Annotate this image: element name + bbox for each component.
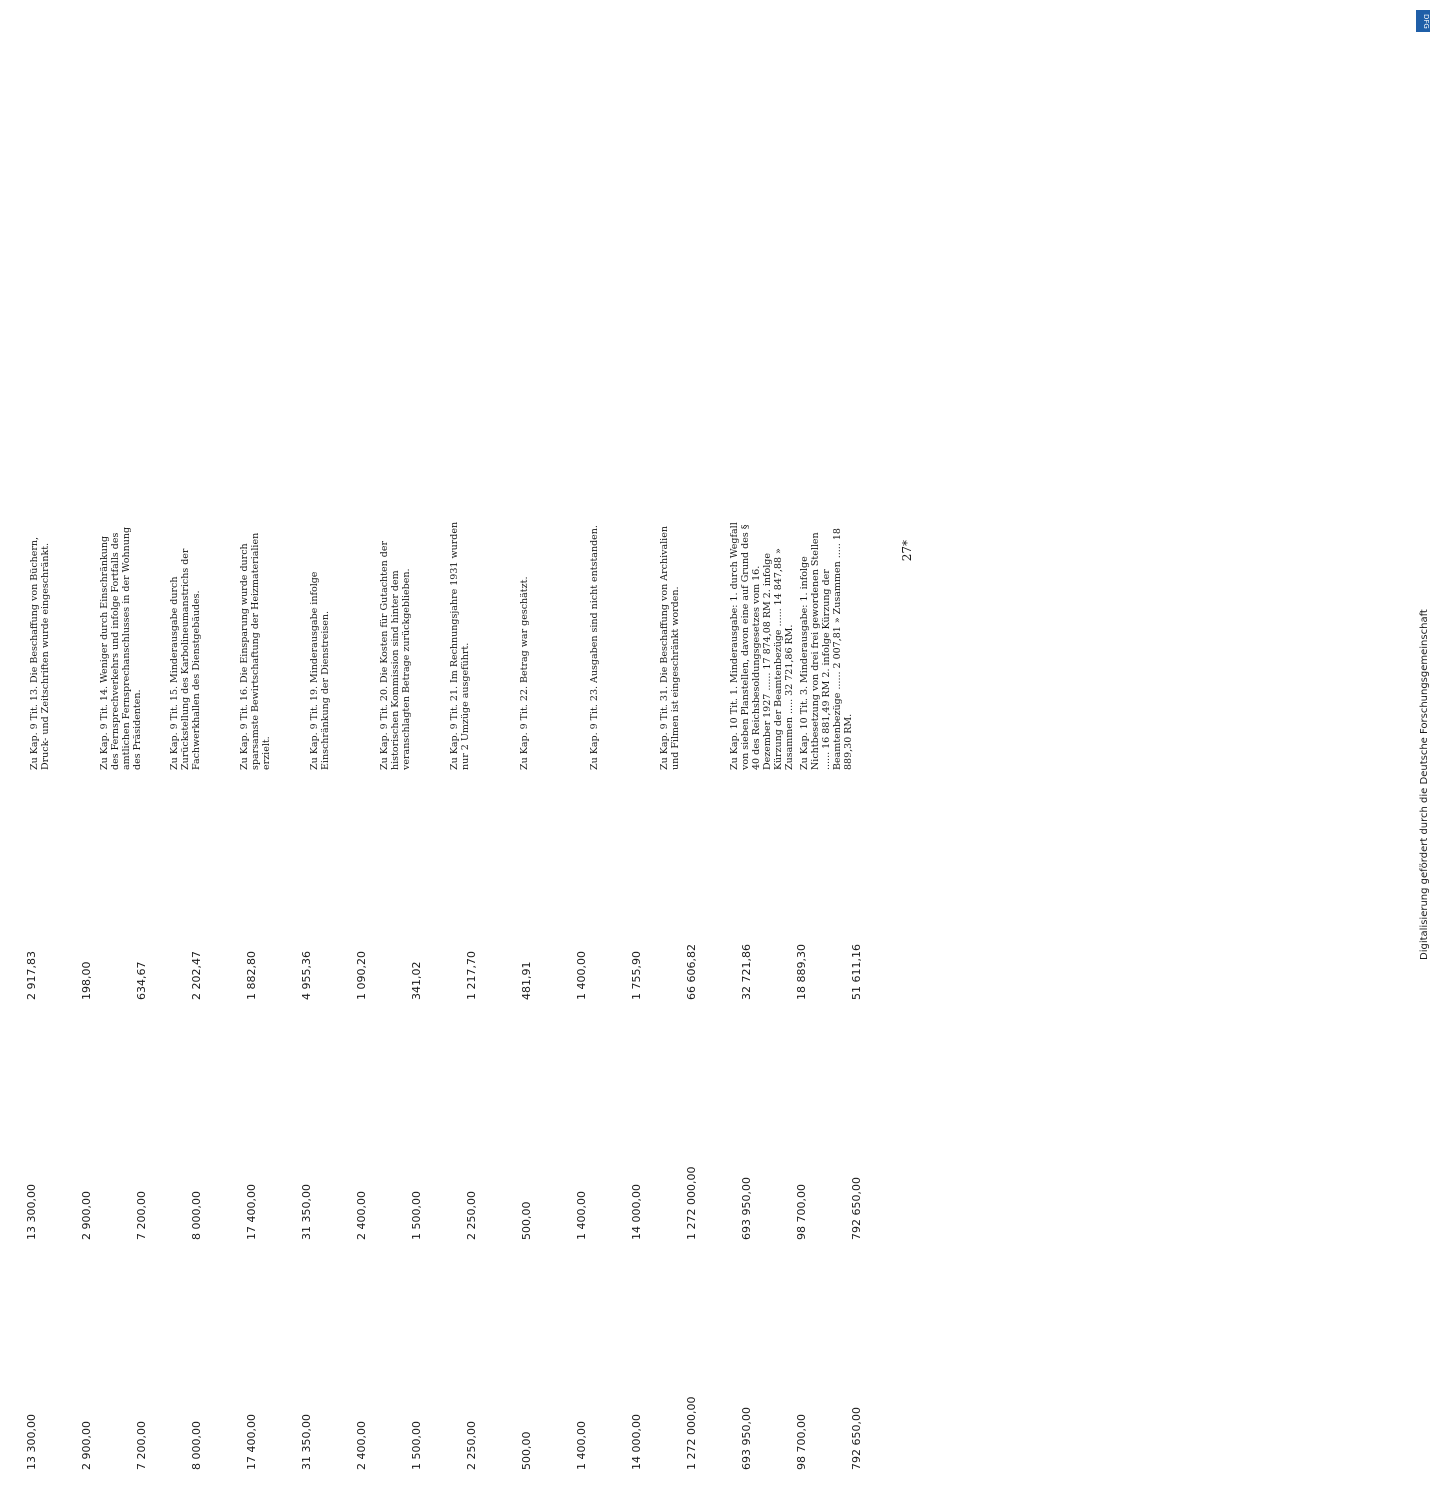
- cell-c7: 98 700,00: [795, 1414, 808, 1470]
- cell-c9: 98 700,00: [795, 1184, 808, 1240]
- cell-c9: 13 300,00: [25, 1184, 38, 1240]
- cell-c7: 8 000,00: [190, 1421, 203, 1470]
- cell-c7: 14 000,00: [630, 1414, 643, 1470]
- remark: Zu Kap. 9 Tit. 15. Minderausgabe durch Zurückstellung des Karbolineumanstrichs der Fachwerkhallen des Dienstgebäudes.: [169, 548, 202, 770]
- cell-c9: 500,00: [520, 1201, 533, 1240]
- cell-c9: 1 500,00: [410, 1191, 423, 1240]
- remark: Zu Kap. 9 Tit. 19. Minderausgabe infolge Einschränkung der Dienstreisen.: [309, 571, 331, 770]
- remark: Zu Kap. 9 Tit. 20. Die Kosten für Gutachten der historischen Kommission sind hinter dem veranschlagten Betrage zurückgeblieben.: [379, 540, 412, 770]
- cell-c11: 198,00: [80, 961, 93, 1000]
- remark: Zu Kap. 9 Tit. 22. Betrag war geschätzt.: [519, 576, 530, 770]
- cell-c11: 481,91: [520, 961, 533, 1000]
- cell-c9: 14 000,00: [630, 1184, 643, 1240]
- cell-c11: 1 400,00: [575, 951, 588, 1000]
- remark: Zu Kap. 9 Tit. 31. Die Beschaffung von Archivalien und Filmen ist eingeschränkt worden.: [659, 526, 681, 770]
- cell-c11: 4 955,36: [300, 951, 313, 1000]
- cell-c11: 18 889,30: [795, 944, 808, 1000]
- cell-c11: 1 090,20: [355, 951, 368, 1000]
- remark: Zu Kap. 9 Tit. 13. Die Beschaffung von Büchern, Druck- und Zeitschriften wurde eingeschränkt.: [29, 536, 51, 770]
- cell-c11: 2 917,83: [25, 951, 38, 1000]
- cell-c9: 2 250,00: [465, 1191, 478, 1240]
- cell-c7: 13 300,00: [25, 1414, 38, 1470]
- cell-c9: 1 400,00: [575, 1191, 588, 1240]
- cell-c9: 693 950,00: [740, 1177, 753, 1240]
- cell-c7: 17 400,00: [245, 1414, 258, 1470]
- side-note: Digitalisierung gefördert durch die Deutsche Forschungsgemeinschaft: [1419, 609, 1430, 960]
- cell-c7: 7 200,00: [135, 1421, 148, 1470]
- cell-c9: 1 272 000,00: [685, 1166, 698, 1240]
- cell-c7: 500,00: [520, 1431, 533, 1470]
- cell-c9: 2 900,00: [80, 1191, 93, 1240]
- cell-c11: 51 611,16: [850, 944, 863, 1000]
- cell-c7: 2 250,00: [465, 1421, 478, 1470]
- cell-c9: 31 350,00: [300, 1184, 313, 1240]
- cell-c9: 17 400,00: [245, 1184, 258, 1240]
- footer-page-number: 27*: [900, 540, 914, 562]
- remark: Zu Kap. 10 Tit. 1. Minderausgabe: 1. durch Wegfall von sieben Planstellen, davon eine auf Grund des § 40 des Reichsbesoldungsgesetzes vom 16. Dezember 1927 ...... 17 874,08 RM 2. infolge Kürzung der Beamtenbezüge ...... 14 847,88 » Zusammen ..... 32 721,86 RM.: [729, 522, 795, 770]
- cell-c9: 7 200,00: [135, 1191, 148, 1240]
- dfg-badge: DFG: [1416, 10, 1430, 32]
- cell-c11: 1 882,80: [245, 951, 258, 1000]
- cell-c7: 31 350,00: [300, 1414, 313, 1470]
- remark: Zu Kap. 9 Tit. 21. Im Rechnungsjahre 1931 wurden nur 2 Umzüge ausgeführt.: [449, 521, 471, 770]
- cell-c9: 8 000,00: [190, 1191, 203, 1240]
- remark: Zu Kap. 9 Tit. 14. Weniger durch Einschränkung des Fernsprechverkehrs und infolge Fortfalls des amtlichen Fernsprechanschlusses in der Wohnung des Präsidenten.: [99, 526, 143, 770]
- cell-c7: 1 272 000,00: [685, 1396, 698, 1470]
- cell-c11: 66 606,82: [685, 944, 698, 1000]
- cell-c7: 1 500,00: [410, 1421, 423, 1470]
- cell-c7: 693 950,00: [740, 1407, 753, 1470]
- cell-c11: 32 721,86: [740, 944, 753, 1000]
- cell-c7: 2 400,00: [355, 1421, 368, 1470]
- remark: Zu Kap. 10 Tit. 3. Minderausgabe: 1. infolge Nichtbesetzung von drei frei gewordenen Stellen ...... 16 881,49 RM 2. infolge Kürzung der Beamtenbezüge ...... 2 007,81 » Zusammen ..... 18 889,30 RM.: [799, 528, 854, 770]
- rotated-page: [0, 500, 934, 1500]
- cell-c11: 2 202,47: [190, 951, 203, 1000]
- cell-c9: 2 400,00: [355, 1191, 368, 1240]
- cell-c7: 792 650,00: [850, 1407, 863, 1470]
- cell-c7: 1 400,00: [575, 1421, 588, 1470]
- cell-c7: 2 900,00: [80, 1421, 93, 1470]
- cell-c11: 1 755,90: [630, 951, 643, 1000]
- cell-c11: 634,67: [135, 961, 148, 1000]
- remark: Zu Kap. 9 Tit. 23. Ausgaben sind nicht entstanden.: [589, 525, 600, 770]
- cell-c9: 792 650,00: [850, 1177, 863, 1240]
- remark: Zu Kap. 9 Tit. 16. Die Einsparung wurde durch sparsamste Bewirtschaftung der Heizmaterialien erzielt.: [239, 532, 272, 770]
- cell-c11: 1 217,70: [465, 951, 478, 1000]
- cell-c11: 341,02: [410, 961, 423, 1000]
